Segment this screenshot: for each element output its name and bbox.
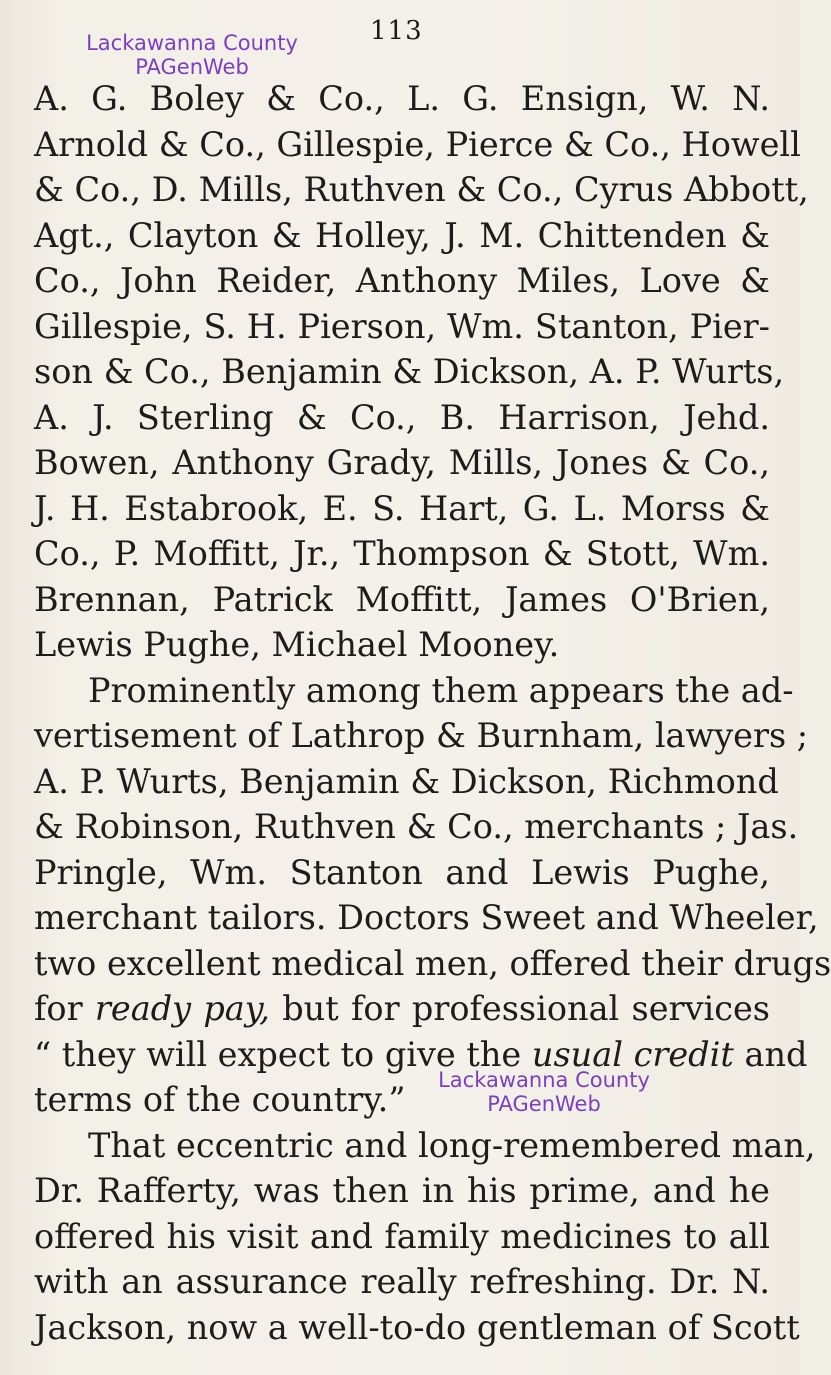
text-line: Agt., Clayton & Holley, J. M. Chittenden & [34,215,770,255]
text-line: Dr. Rafferty, was then in his prime, and he [34,1171,770,1210]
text-line: & Robinson, Ruthven & Co., merchants ; Jas. [34,807,799,846]
text-line: Bowen, Anthony Grady, Mills, Jones & Co., [34,443,770,482]
text-line: son & Co., Benjamin & Dickson, A. P. Wurts, [34,352,785,391]
text-line: Brennan, Patrick Moffitt, James O'Brien, [34,579,770,619]
watermark-middle [414,1068,674,1116]
text-line: Co., John Reider, Anthony Miles, Love & [34,261,770,300]
text-line [34,986,770,1032]
page-number: 113 [370,16,423,46]
text-line: Pringle, Wm. Stanton and Lewis Pughe, [34,852,770,892]
text-fragment: but for professional services [282,989,770,1028]
text-fragment: “ they will expect to give the [34,1034,522,1074]
text-line: Co., P. Moffitt, Jr., Thompson & Stott, Wm. [34,534,770,573]
body-text [34,76,831,1350]
watermark-top [62,31,322,79]
paragraph-3 [34,1123,816,1351]
text-fragment: and [744,1034,808,1074]
text-line: Jackson, now a well-to-do gentleman of Scott [34,1307,800,1347]
text-line: Prominently among them appears the ad- [88,670,794,710]
paragraph-1 [34,76,809,668]
text-line: Gillespie, S. H. Pierson, Wm. Stanton, Pier- [34,306,770,346]
text-line: with an assurance really refreshing. Dr. N. [34,1262,770,1301]
text-line: Arnold & Co., Gillespie, Pierce & Co., Howell [34,124,801,164]
paragraph-2 [34,668,831,1123]
text-fragment: for [34,989,83,1028]
text-line: A. G. Boley & Co., L. G. Ensign, W. N. [34,79,770,118]
text-line: vertisement of Lathrop & Burnham, lawyers ; [34,716,809,755]
italic-text: usual credit [531,1034,734,1074]
watermark-top-line1: Lackawanna County [86,31,298,55]
watermark-middle-line2: PAGenWeb [487,1092,601,1116]
text-line: merchant tailors. Doctors Sweet and Wheeler, [34,898,819,937]
text-line: Lewis Pughe, Michael Mooney. [34,625,560,664]
watermark-middle-line1: Lackawanna County [438,1068,650,1092]
text-line: terms of the country.” [34,1080,406,1119]
text-line: two excellent medical men, offered their drugs [34,943,831,983]
italic-text: ready pay, [94,989,270,1028]
text-line: A. P. Wurts, Benjamin & Dickson, Richmond [34,761,779,801]
text-line: offered his visit and family medicines to all [34,1216,770,1256]
watermark-top-line2: PAGenWeb [135,55,249,79]
text-line: A. J. Sterling & Co., B. Harrison, Jehd. [34,397,770,437]
text-line: J. H. Estabrook, E. S. Hart, G. L. Morss & [34,488,770,528]
text-line: & Co., D. Mills, Ruthven & Co., Cyrus Abbott, [34,170,809,209]
text-line: That eccentric and long-remembered man, [88,1125,816,1165]
